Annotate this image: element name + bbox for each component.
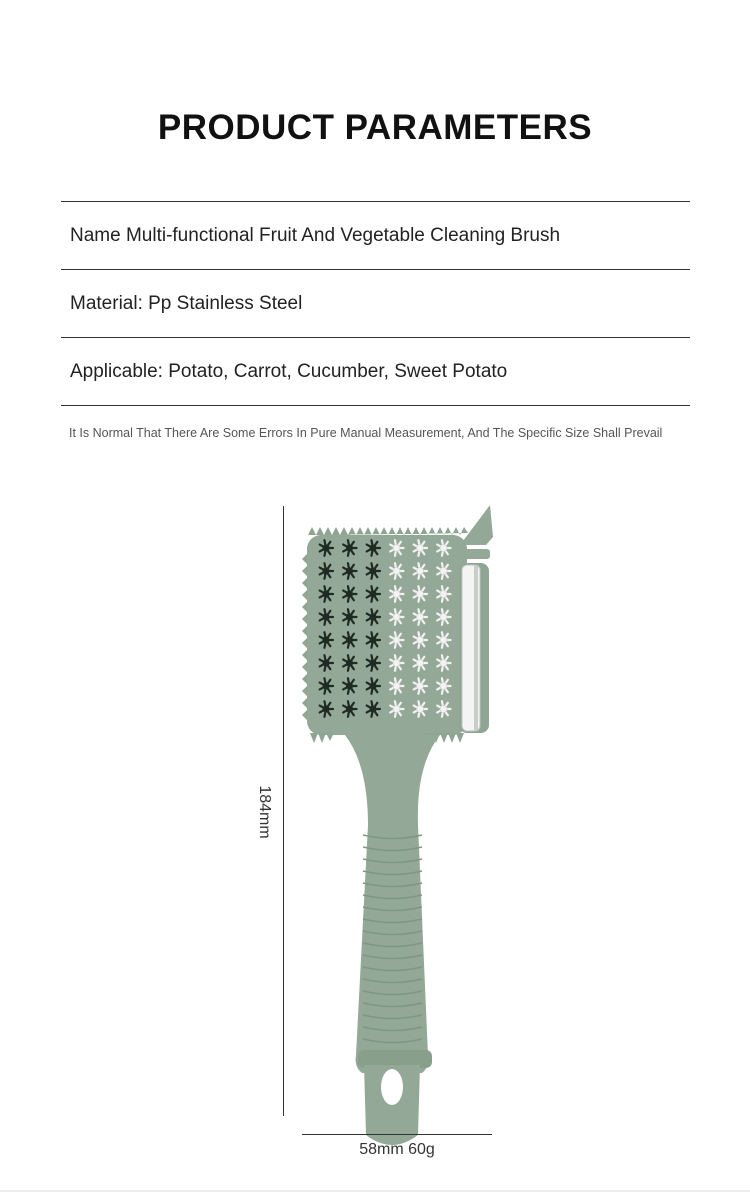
width-weight-label: 58mm 60g xyxy=(359,1141,435,1158)
width-dimension-line xyxy=(302,1134,492,1135)
height-dimension-label: 184mm xyxy=(256,785,273,839)
parameter-applicable-row: Applicable: Potato, Carrot, Cucumber, Sweet Potato xyxy=(61,338,690,406)
parameter-material-row: Material: Pp Stainless Steel xyxy=(61,270,690,338)
brush-handle xyxy=(345,735,440,1145)
page-title: PRODUCT PARAMETERS xyxy=(157,108,593,147)
measurement-note: It Is Normal That There Are Some Errors In Pure Manual Measurement, And The Specific Size Shall Prevail xyxy=(69,426,663,440)
parameter-name-row: Name Multi-functional Fruit And Vegetable Cleaning Brush xyxy=(61,202,690,270)
bottom-divider xyxy=(0,1190,750,1192)
brush-product-image xyxy=(250,495,510,1175)
parameters-table xyxy=(61,201,690,406)
